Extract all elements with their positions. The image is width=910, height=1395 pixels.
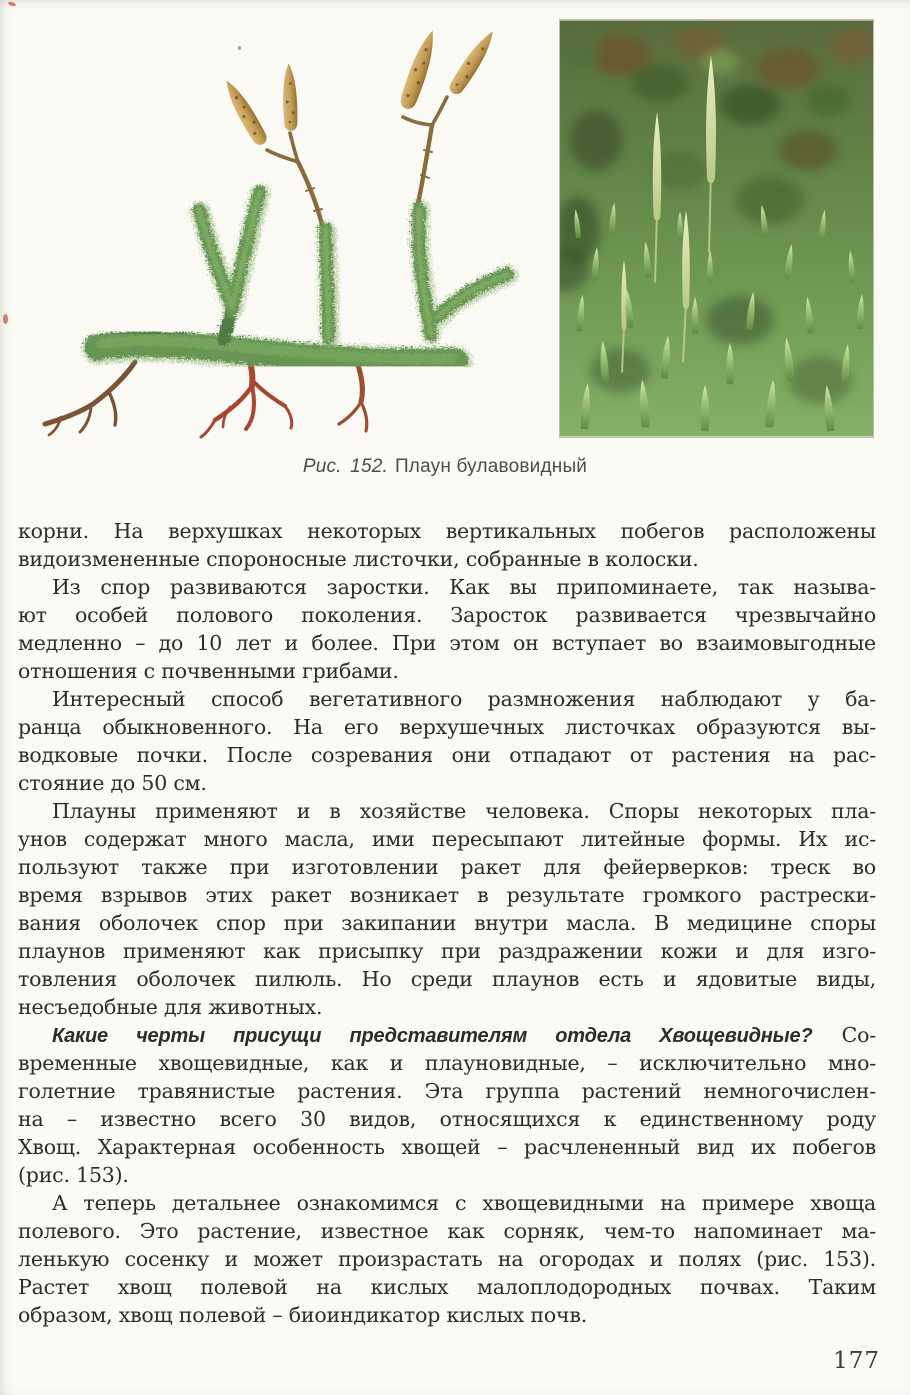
text-line xyxy=(18,713,876,741)
text-line xyxy=(18,1133,876,1161)
club-moss-photo-icon xyxy=(560,20,873,437)
line-text: ранца обыкновенного. На его верхушечных листочках образуются вы- xyxy=(18,715,876,739)
figure-caption xyxy=(0,456,890,484)
line-text: унов содержат много масла, ими пересыпают литейные формы. Их ис- xyxy=(18,827,876,851)
text-line xyxy=(18,741,876,769)
text-line xyxy=(18,1189,876,1217)
line-text: Из спор развиваются заростки. Как вы припоминаете, так называ- xyxy=(52,575,876,599)
text-line xyxy=(18,965,876,993)
page-number: 177 xyxy=(833,1348,880,1374)
shoot-needles xyxy=(197,190,505,335)
scan-speck xyxy=(3,314,8,324)
text-line xyxy=(18,909,876,937)
line-text: пользуют также при изготовлении ракет для фейерверков: треск во xyxy=(18,855,876,879)
text-line xyxy=(18,881,876,909)
line-text: А теперь детальнее ознакомимся с хвощевидными на примере хвоща xyxy=(52,1191,876,1215)
line-text: (рис. 153). xyxy=(18,1163,129,1187)
text-line xyxy=(18,657,876,685)
club-moss-drawing-icon xyxy=(25,15,540,445)
text-line xyxy=(18,1217,876,1245)
line-text: ют особей полового поколения. Заросток развивается чрезвычайно xyxy=(18,603,876,627)
section-question-lead: Какие черты присущи представителям отдела Хвощевидные? xyxy=(52,1025,813,1047)
line-text: Растет хвощ полевой на кислых малоплодородных почвах. Таким xyxy=(18,1275,876,1299)
text-line xyxy=(18,601,876,629)
text-line xyxy=(18,573,876,601)
line-text: Со- xyxy=(812,1023,877,1047)
text-line xyxy=(18,853,876,881)
text-line xyxy=(18,1301,876,1329)
line-text: корни. На верхушках некоторых вертикальных побегов расположены xyxy=(18,519,876,543)
line-text: время взрывов этих ракет возникает в результате громкого растрески- xyxy=(18,883,876,907)
line-text: Плауны применяют и в хозяйстве человека. Споры некоторых пла- xyxy=(52,799,876,823)
scan-speck xyxy=(8,1,17,7)
line-text: на – известно всего 30 видов, относящихся к единственному роду xyxy=(18,1107,876,1131)
line-text: ленькую сосенку и может произрастать на огородах и полях (рис. 153). xyxy=(18,1247,876,1271)
text-line xyxy=(18,1021,876,1049)
text-line xyxy=(18,825,876,853)
figure-caption-title: Плаун булавовидный xyxy=(394,456,588,477)
line-text: Интересный способ вегетативного размножения наблюдают у ба- xyxy=(52,687,876,711)
strobili-cones xyxy=(220,27,499,148)
line-text: медленно – до 10 лет и более. При этом он вступает во взаимовыгодные xyxy=(18,631,876,655)
text-line xyxy=(18,1105,876,1133)
text-line xyxy=(18,993,876,1021)
text-line xyxy=(18,937,876,965)
line-text: полевого. Это растение, известное как сорняк, чем-то напоминает ма- xyxy=(18,1219,876,1243)
line-text: несъедобные для животных. xyxy=(18,995,323,1019)
line-text: водковые почки. После созревания они отпадают от растения на рас- xyxy=(18,743,876,767)
stem-needles xyxy=(95,342,453,360)
text-line xyxy=(18,629,876,657)
text-line xyxy=(18,1077,876,1105)
text-line xyxy=(18,1245,876,1273)
line-text: Хвощ. Характерная особенность хвощей – расчлененный вид их побегов xyxy=(18,1135,876,1159)
line-text: товления оболочек пилюль. Но среди плаунов есть и ядовитые виды, xyxy=(18,967,876,991)
text-line xyxy=(18,545,876,573)
line-text: плаунов применяют как присыпку при раздражении кожи и для изго- xyxy=(18,939,876,963)
line-text: образом, хвощ полевой – биоиндикатор кислых почв. xyxy=(18,1303,588,1327)
body-text xyxy=(18,517,876,1329)
text-line xyxy=(18,685,876,713)
scan-speck xyxy=(238,46,241,50)
line-text: отношения с почвенными грибами. xyxy=(18,659,399,683)
figure-caption-label: Рис. 152. xyxy=(302,456,388,477)
line-text: стояние до 50 см. xyxy=(18,771,207,795)
text-line xyxy=(18,1273,876,1301)
line-text: видоизмененные спороносные листочки, собранные в колоски. xyxy=(18,547,699,571)
text-line xyxy=(18,797,876,825)
line-text: временные хвощевидные, как и плауновидные, – исключительно мно- xyxy=(18,1051,876,1075)
text-line xyxy=(18,1161,876,1189)
line-text: вания оболочек спор при закипании внутри масла. В медицине споры xyxy=(18,911,876,935)
text-line xyxy=(18,769,876,797)
text-line xyxy=(18,517,876,545)
text-line xyxy=(18,1049,876,1077)
line-text: голетние травянистые растения. Эта группа растений немногочислен- xyxy=(18,1079,876,1103)
